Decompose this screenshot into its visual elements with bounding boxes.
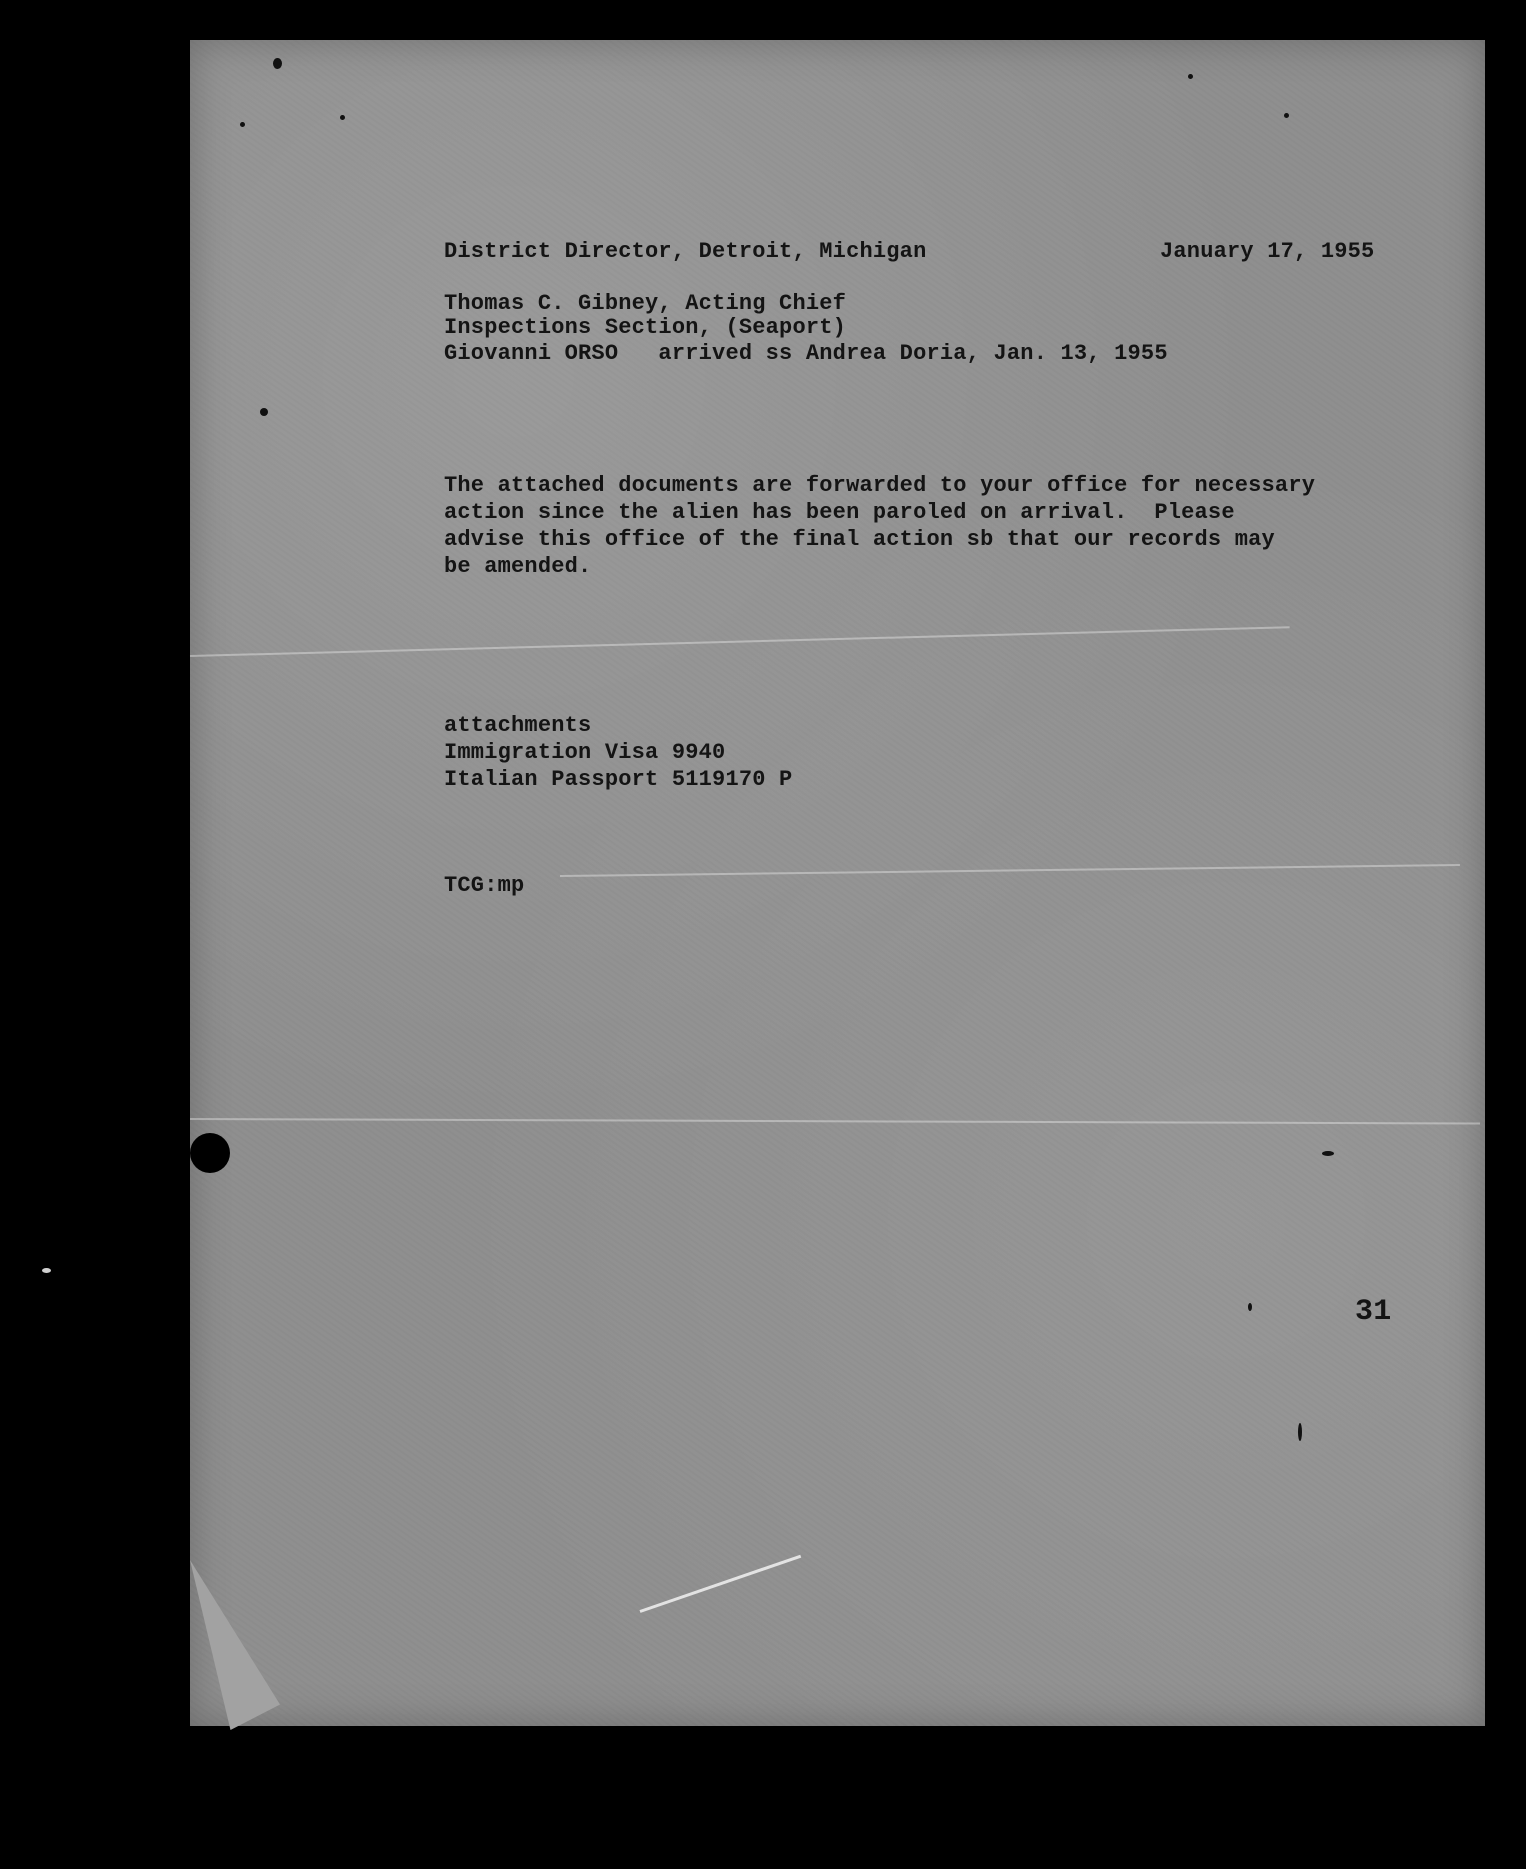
page-number: 31 bbox=[1355, 1295, 1392, 1329]
body-line: action since the alien has been paroled on arrival. Please bbox=[444, 500, 1235, 525]
ink-speck bbox=[240, 122, 245, 127]
sender-section-line: Inspections Section, (Seaport) bbox=[444, 315, 847, 340]
attachments-heading: attachments bbox=[444, 713, 592, 738]
memo-date: January 17, 1955 bbox=[1160, 239, 1375, 264]
addressee-line: District Director, Detroit, Michigan bbox=[444, 239, 927, 264]
sender-name-line: Thomas C. Gibney, Acting Chief bbox=[444, 291, 847, 316]
ink-speck bbox=[260, 408, 268, 416]
ink-speck bbox=[1188, 74, 1193, 79]
ink-speck bbox=[1298, 1423, 1302, 1441]
ink-speck bbox=[1322, 1151, 1334, 1156]
attachment-item: Immigration Visa 9940 bbox=[444, 740, 726, 765]
ink-speck bbox=[1248, 1303, 1252, 1311]
typist-initials: TCG:mp bbox=[444, 873, 525, 898]
body-line: The attached documents are forwarded to your office for necessary bbox=[444, 473, 1316, 498]
ink-speck bbox=[42, 1268, 51, 1273]
punch-hole bbox=[190, 1133, 230, 1173]
ink-speck bbox=[273, 58, 282, 69]
ink-speck bbox=[1284, 113, 1289, 118]
ink-speck bbox=[340, 115, 345, 120]
body-line: advise this office of the final action sb that our records may bbox=[444, 527, 1275, 552]
body-line: be amended. bbox=[444, 554, 592, 579]
attachment-item: Italian Passport 5119170 P bbox=[444, 767, 793, 792]
subject-line: Giovanni ORSO arrived ss Andrea Doria, Jan. 13, 1955 bbox=[444, 341, 1168, 366]
